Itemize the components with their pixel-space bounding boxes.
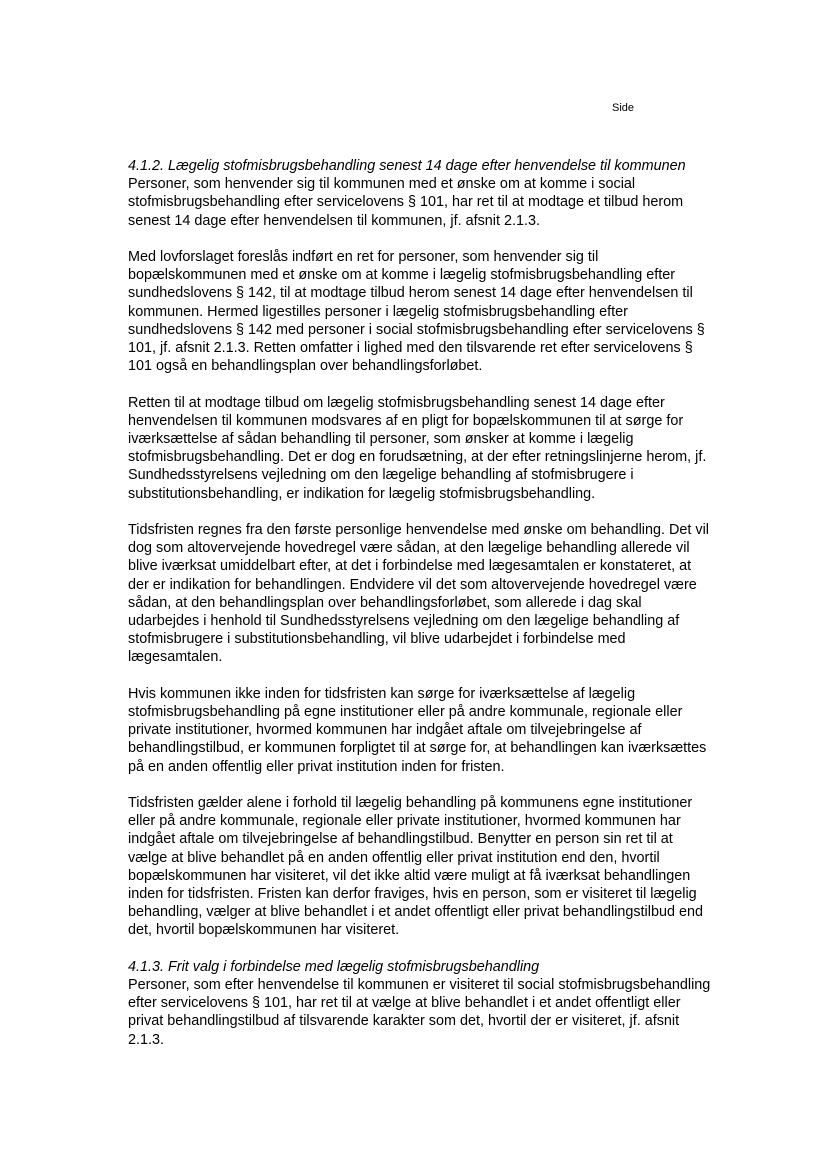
- paragraph: [128, 794, 760, 940]
- paragraph: [128, 958, 760, 1049]
- text-line: sundhedslovens § 142, til at modtage tilbud herom senest 14 dage efter henvendelsen til: [128, 285, 693, 302]
- text-line: Retten til at modtage tilbud om lægelig stofmisbrugsbehandling senest 14 dage efter: [128, 394, 665, 411]
- text-line: 2.1.3.: [128, 1031, 165, 1048]
- text-line: bopælskommunen har visiteret, vil det ikke altid være muligt at få iværksat behandlingen: [128, 867, 691, 884]
- text-line: 101 også en behandlingsplan over behandlingsforløbet.: [128, 358, 483, 375]
- text-line: der er indikation for behandlingen. Endvidere vil det som altovervejende hovedregel være: [128, 576, 697, 593]
- text-line: stofmisbrugere i substitutionsbehandling, vil blive udarbejdet i forbindelse med: [128, 631, 626, 648]
- text-line: private institutioner, hvormed kommunen har indgået aftale om tilvejebringelse af: [128, 722, 642, 739]
- text-line: Tidsfristen regnes fra den første personlige henvendelse med ønske om behandling. Det vil: [128, 522, 709, 539]
- text-line: substitutionsbehandling, er indikation for lægelig stofmisbrugsbehandling.: [128, 485, 596, 502]
- text-line: kommunen. Hermed ligestilles personer i lægelig stofmisbrugsbehandling efter: [128, 303, 628, 320]
- section-4-1-3: [128, 958, 760, 1049]
- text-line: indgået aftale om tilvejebringelse af behandlingstilbud. Benytter en person sin ret til at: [128, 831, 673, 848]
- text-line: det, hvortil bopælskommunen har visiteret.: [128, 922, 400, 939]
- text-line: efter servicelovens § 101, har ret til at vælge at blive behandlet i et andet offentligt eller: [128, 995, 681, 1012]
- text-line: stofmisbrugsbehandling på egne institutioner eller på andre kommunale, regionale eller: [128, 704, 683, 721]
- section-4-1-2: [128, 157, 760, 940]
- text-line: inden for tidsfristen. Fristen kan derfor fraviges, hvis en person, som er visiteret til lægelig: [128, 886, 697, 903]
- paragraph: [128, 248, 760, 375]
- paragraph: [128, 394, 760, 503]
- text-line: Sundhedsstyrelsens vejledning om den lægelige behandling af stofmisbrugere i: [128, 467, 634, 484]
- text-line: 101, jf. afsnit 2.1.3. Retten omfatter i lighed med den tilsvarende ret efter servicelovens §: [128, 340, 693, 357]
- text-line: Tidsfristen gælder alene i forhold til lægelig behandling på kommunens egne institutioner: [128, 795, 693, 812]
- text-line: sådan, at den behandlingsplan over behandlingsforløbet, som allerede i dag skal: [128, 594, 642, 611]
- text-line: iværksættelse af sådan behandling til personer, som ønsker at komme i lægelig: [128, 431, 634, 448]
- paragraph: [128, 175, 760, 230]
- text-line: behandlingstilbud, er kommunen forpligtet til at sørge for, at behandlingen kan iværksættes: [128, 740, 707, 757]
- text-line: Personer, som efter henvendelse til kommunen er visiteret til social stofmisbrugsbehandling: [128, 977, 711, 994]
- text-line: blive iværksat umiddelbart efter, at det i forbindelse med lægesamtalen er konstateret, at: [128, 558, 692, 575]
- text-line: stofmisbrugsbehandling efter servicelovens § 101, har ret til at modtage et tilbud herom: [128, 194, 684, 211]
- section-heading: 4.1.3. Frit valg i forbindelse med lægelig stofmisbrugsbehandling: [128, 958, 540, 975]
- text-line: udarbejdes i henhold til Sundhedsstyrelsens vejledning om den lægelige behandling af: [128, 613, 680, 630]
- text-line: vælge at blive behandlet på en anden offentlig eller privat institution end den, hvortil: [128, 849, 660, 866]
- paragraph: [128, 521, 760, 667]
- text-line: Med lovforslaget foreslås indført en ret for personer, som henvender sig til: [128, 249, 599, 265]
- paragraph: [128, 685, 760, 776]
- text-line: henvendelsen til kommunen modsvares af en pligt for bopælskommunen til at sørge for: [128, 412, 684, 429]
- section-heading: 4.1.2. Lægelig stofmisbrugsbehandling senest 14 dage efter henvendelse til kommunen: [128, 158, 686, 174]
- text-line: på en anden offentlig eller privat institution inden for fristen.: [128, 758, 505, 775]
- text-line: Personer, som henvender sig til kommunen med et ønske om at komme i social: [128, 176, 636, 193]
- document-body: [128, 157, 760, 1049]
- text-line: privat behandlingstilbud af tilsvarende karakter som det, hvortil der er visiteret, jf. afsnit: [128, 1013, 680, 1030]
- text-line: eller på andre kommunale, regionale eller private institutioner, hvormed kommunen har: [128, 813, 681, 830]
- text-line: stofmisbrugsbehandling. Det er dog en forudsætning, at der efter retningslinjerne herom, jf.: [128, 449, 707, 466]
- text-line: Hvis kommunen ikke inden for tidsfristen kan sørge for iværksættelse af lægelig: [128, 685, 636, 702]
- text-line: sundhedslovens § 142 med personer i social stofmisbrugsbehandling efter servicelovens §: [128, 321, 705, 338]
- text-line: bopælskommunen med et ønske om at komme i lægelig stofmisbrugsbehandling efter: [128, 267, 676, 284]
- text-line: dog som altovervejende hovedregel være sådan, at den lægelige behandling allerede vil: [128, 540, 690, 557]
- page-header-side: Side: [612, 102, 635, 114]
- text-line: senest 14 dage efter henvendelsen til kommunen, jf. afsnit 2.1.3.: [128, 212, 540, 229]
- text-line: behandling, vælger at blive behandlet i et andet offentligt eller privat behandlingstilbud end: [128, 904, 703, 921]
- text-line: lægesamtalen.: [128, 649, 223, 666]
